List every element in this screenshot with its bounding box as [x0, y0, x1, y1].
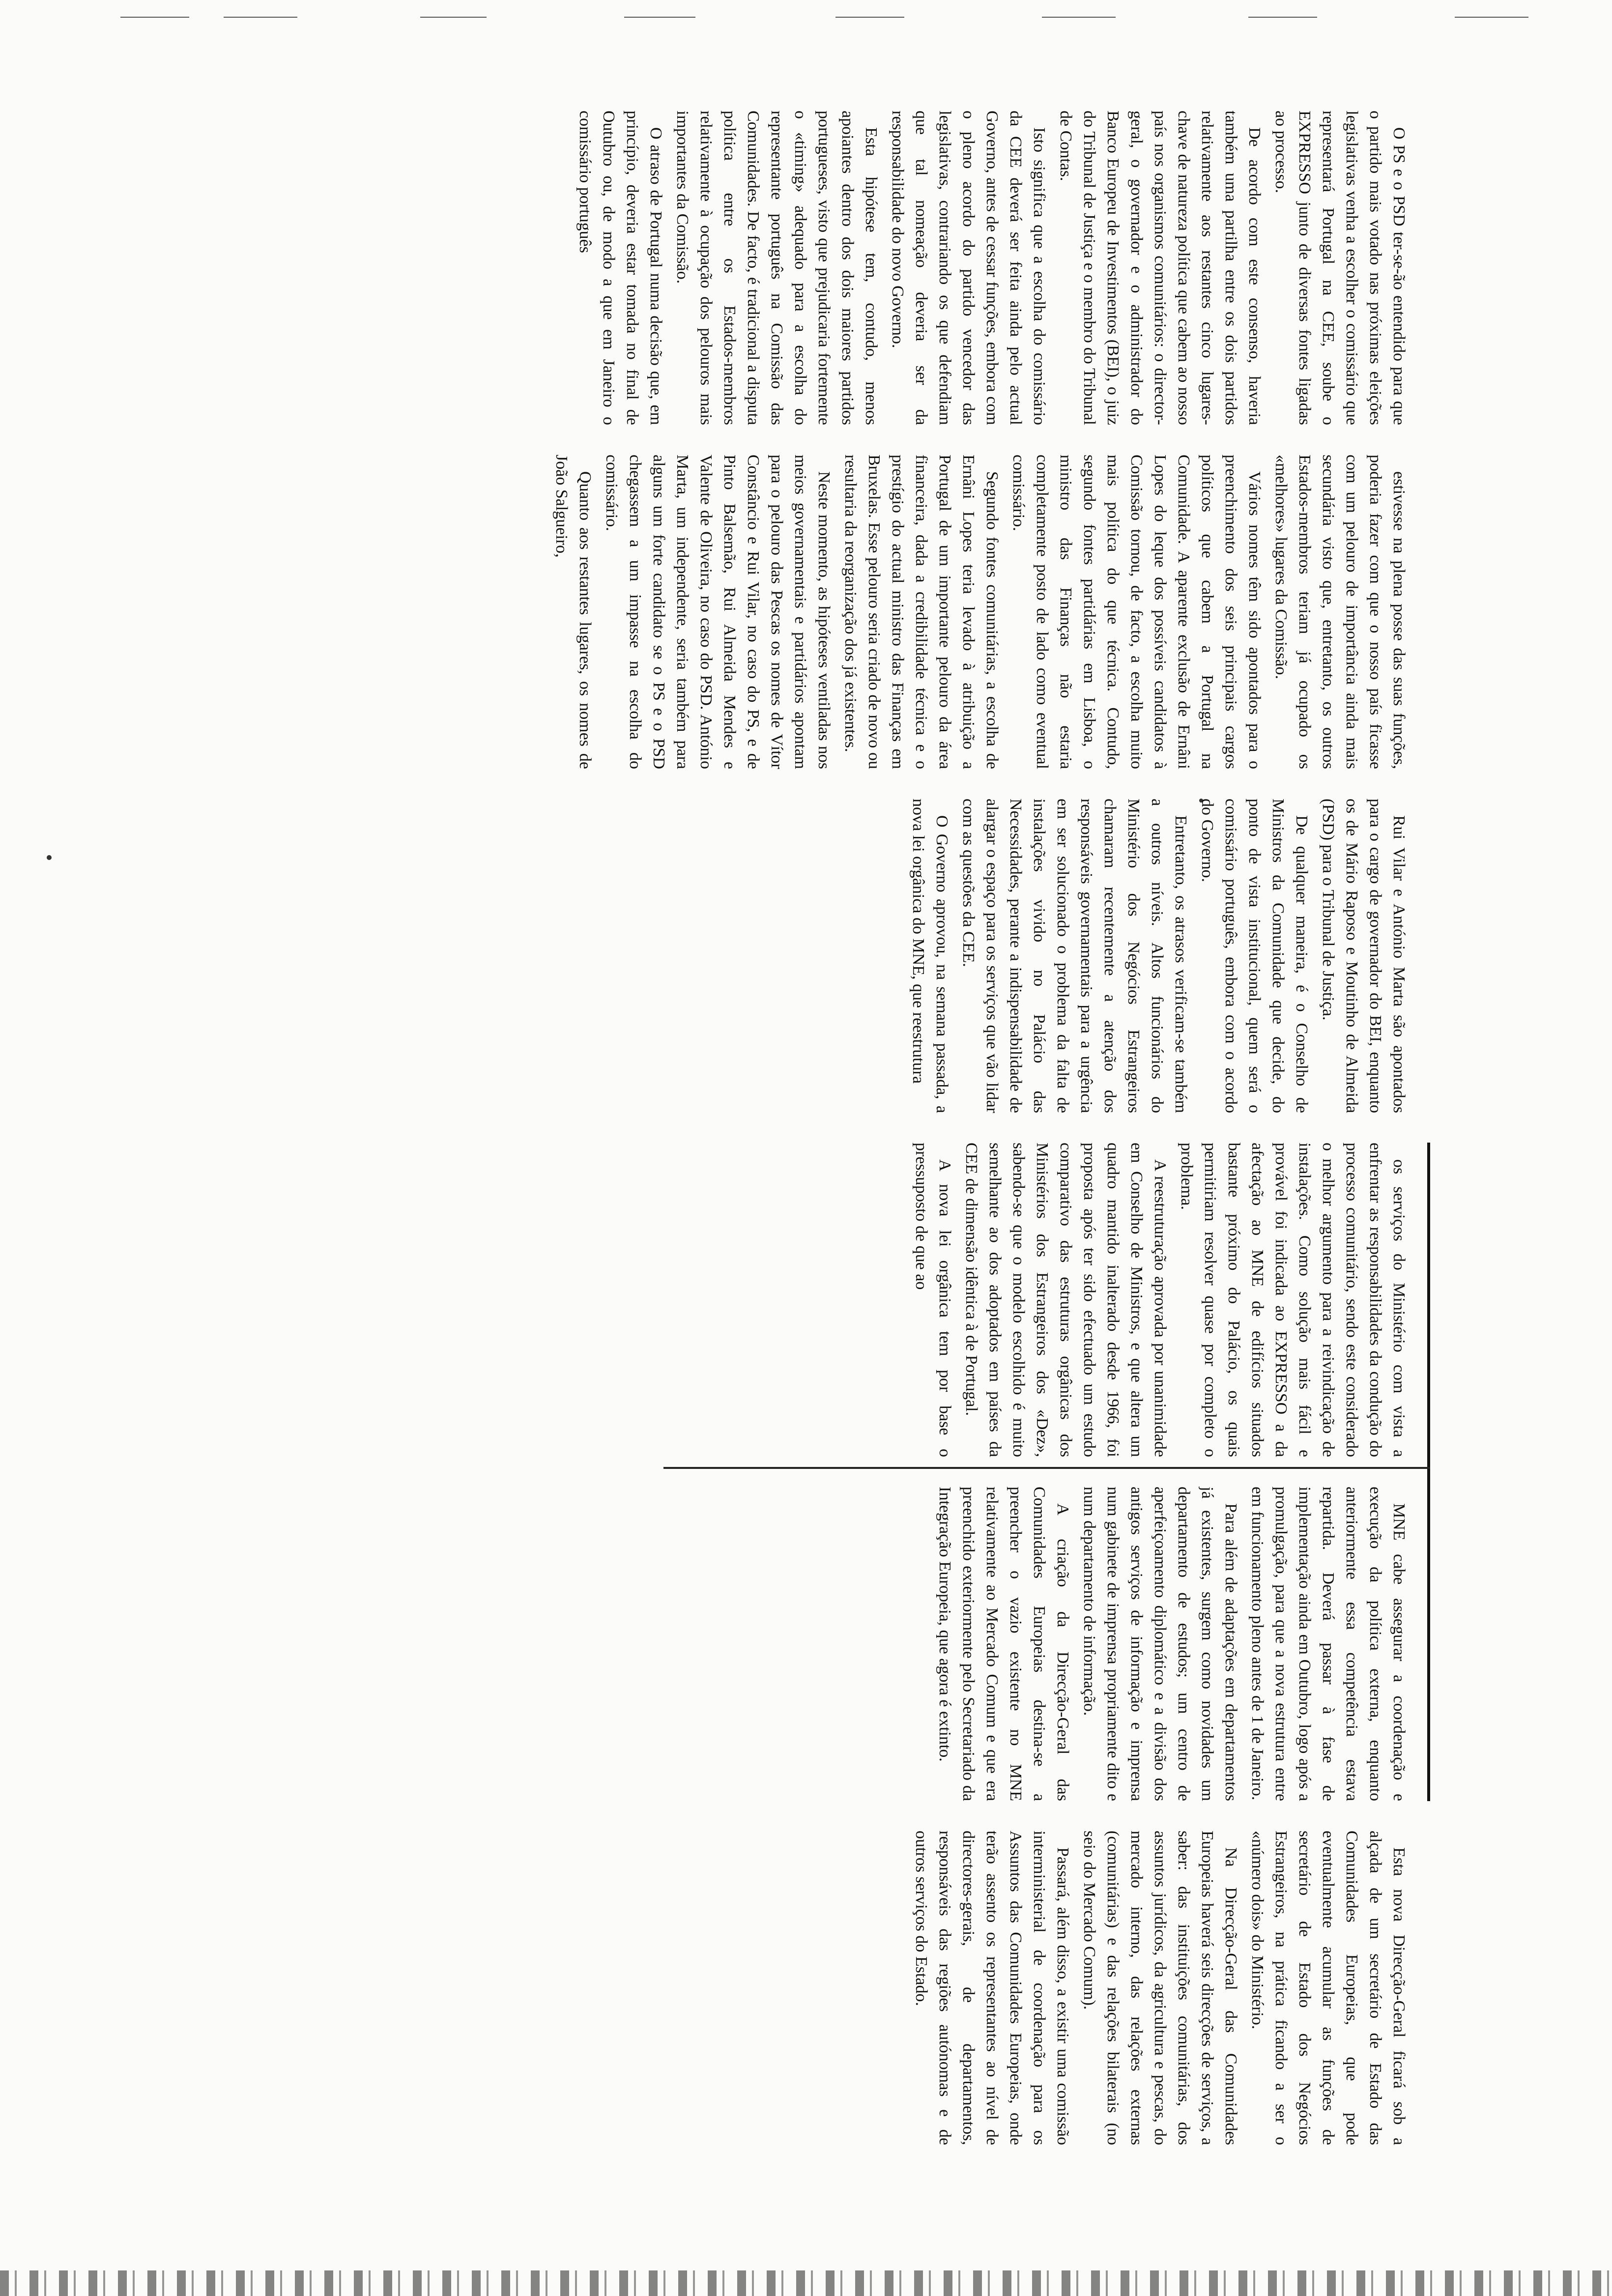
scan-speck — [47, 855, 52, 860]
paragraph: Segundo fontes comunitárias, a escolha de Ernâni Lopes teria levado à atribuição a Portugal de um importante pelouro da área financeira, dada a credibilidade técnica e o prestígio do actual ministro das Finanças em Bruxelas. Esse pelouro seria criado de novo ou resultaria da reorganização dos já existentes. — [841, 455, 1001, 769]
paragraph: O Governo aprovou, na semana passada, a nova lei orgânica do MNE, que reestrutura — [909, 799, 951, 1113]
paragraph: Quanto aos restantes lugares, os nomes de João Salgueiro, — [552, 455, 594, 769]
scan-mark — [120, 17, 189, 18]
paragraph: Passará, além disso, a existir uma comissão interministerial de coordenação para os Assuntos das Comunidades Europeias, onde terão assento os representantes ao nível de directores-gerais, de departamentos, responsáveis das regiões autónomas e de outros serviços do Estado. — [912, 1831, 1072, 2145]
paragraph: MNE cabe assegurar a coordenação e execução da política externa, enquanto anteriormente essa competência estava repartida. Deverá passar à fase de implementação ainda em Outubro, logo após a promulgação, para que a nova estrutura entre em funcionamento pleno antes de 1 de Janeiro. — [1248, 1487, 1408, 1801]
scan-mark — [1042, 17, 1116, 18]
paragraph: O atraso de Portugal numa decisão que, em princípio, deveria estar tomada no final de Outubro ou, de modo a que em Janeiro o comissário português — [576, 111, 665, 425]
scan-mark — [224, 17, 297, 18]
paragraph: Entretanto, os atrasos verificam-se também a outros níveis. Altos funcionários do Ministério dos Negócios Estrangeiros chamaram recentemente a atenção dos responsáveis governamentais para a urgência em ser solucionado o problema da falta de instalações vivido no Palácio das Necessidades, perante a indispensabilidade de alargar o espaço para os serviços que vão lidar com as questões da CEE. — [959, 799, 1190, 1113]
paragraph: os serviços do Ministério com vista a enfrentar as responsabilidades da condução do processo comunitário, sendo este considerado o melhor argumento para a reivindicação de instalações. Como solução mais fácil e provável foi indicada ao EXPRESSO a da afectação ao MNE de edifícios situados bastante próximo do Palácio, os quais permitiriam resolver quase por completo o problema. — [1178, 1143, 1408, 1457]
article-column-1 — [113, 111, 1410, 425]
column-divider — [663, 1467, 1430, 1469]
paragraph: O PS e o PSD ter-se-ão entendido para que o partido mais votado nas próximas eleições legislativas venha a escolher o comissário que representará Portugal na CEE, soube o EXPRESSO junto de diversas fontes ligadas ao processo. — [1272, 111, 1408, 425]
paragraph: A reestruturação aprovada por unanimidade em Conselho de Ministros, e que altera um quadro mantido inalterado desde 1966, foi proposta após ter sido efectuado um estudo comparativo das estruturas orgânicas dos Ministérios dos Estrangeiros dos «Dez», sabendo-se que o modelo escolhido é muito semelhante ao dos adoptados em países da CEE de dimensão idêntica à de Portugal. — [962, 1143, 1169, 1457]
paragraph: A nova lei orgânica tem por base o pressuposto de que ao — [912, 1143, 954, 1457]
paragraph: Esta hipótese tem, contudo, menos apoiantes dentro dos dois maiores partidos portugueses, visto que prejudicaria fortemente o «timing» adequado para a escolha do representante português na Comissão das Comunidades. De facto, é tradicional a disputa política entre os Estados-membros relativamente à ocupação dos pelouros mais importantes da Comissão. — [673, 111, 880, 425]
scan-mark — [1455, 17, 1528, 18]
paragraph: estivesse na plena posse das suas funções, poderia fazer com que o nosso país ficasse com um pelouro de importância ainda mais secundária visto que, entretanto, os outros Estados-membros teriam já ocupado os «melhores» lugares da Comissão. — [1272, 455, 1408, 769]
scan-mark — [1248, 17, 1317, 18]
article-column-6 — [113, 1831, 1410, 2145]
article-column-5 — [113, 1487, 1410, 1801]
paragraph: Rui Vilar e António Marta são apontados para o cargo de governador do BEI, enquanto os de Mário Raposo e Moutinho de Almeida (PSD) para o Tribunal de Justiça. — [1319, 799, 1408, 1113]
paragraph: Na Direcção-Geral das Comunidades Europeias haverá seis direcções de serviços, a saber: das instituições comunitárias, dos assuntos jurídicos, da agricultura e pescas, do mercado interno, das relações externas (comunitárias) e das relações bilaterais (no seio do Mercado Comum). — [1080, 1831, 1240, 2145]
column-rule — [1427, 1143, 1430, 1801]
scan-edge — [0, 2270, 1612, 2296]
article-column-4 — [113, 1143, 1410, 1457]
paragraph: De qualquer maneira, é o Conselho de Ministros da Comunidade que decide, do ponto de vista institucional, quem será o comissário português, embora com o acordo do Governo. — [1198, 799, 1311, 1113]
paragraph: Neste momento, as hipóteses ventiladas nos meios governamentais e partidários apontam para o pelouro das Pescas os nomes de Vítor Constâncio e Rui Vilar, no caso do PS, e de Pinto Balsemão, Rui Almeida Mendes e Valente de Oliveira, no caso do PSD. António Marta, um independente, seria também para alguns um forte candidato se o PS e o PSD chegassem a um impasse na escolha do comissário. — [603, 455, 833, 769]
paragraph: Esta nova Direcção-Geral ficará sob a alçada de um secretário de Estado das Comunidades Europeias, que pode eventualmente acumular as funções de secretário de Estado dos Negócios Estrangeiros, na prática ficando a ser o «número dois» do Ministério. — [1248, 1831, 1408, 2145]
article-column-3 — [113, 799, 1410, 1113]
paragraph: Vários nomes têm sido apontados para o preenchimento dos seis principais cargos políticos que cabem a Portugal na Comunidade. A aparente exclusão de Ernâni Lopes do leque dos possíveis candidatos à Comissão tornou, de facto, a escolha muito mais política do que técnica. Contudo, segundo fontes partidárias em Lisboa, o ministro das Finanças não estaria completamente posto de lado como eventual comissário. — [1009, 455, 1264, 769]
newspaper-article — [103, 111, 1410, 2165]
scan-mark — [624, 17, 695, 18]
article-column-2 — [113, 455, 1410, 769]
scan-mark — [835, 17, 904, 18]
paragraph: De acordo com este consenso, haveria também uma partilha entre os dois partidos relativamente aos restantes cinco lugares-chave de natureza política que cabem ao nosso país nos organismos comunitários: o director-geral, o governador e o administrador do Banco Europeu de Investimentos (BEI), o juiz do Tribunal de Justiça e o membro do Tribunal de Contas. — [1057, 111, 1264, 425]
scan-mark — [420, 17, 487, 18]
paragraph: Isto significa que a escolha do comissário da CEE deverá ser feita ainda pelo actual Governo, antes de cessar funções, embora com o pleno acordo do partido vencedor das legislativas, contrariando os que defendiam que tal nomeação deveria ser da responsabilidade do novo Governo. — [889, 111, 1048, 425]
paragraph: Para além de adaptações em departamentos já existentes, surgem como novidades um departamento de estudos; um centro de aperfeiçoamento diplomático e a divisão dos antigos serviços de informação e imprensa num gabinete de imprensa propriamente dito e num departamento de informação. — [1080, 1487, 1240, 1801]
paragraph: A criação da Direcção-Geral das Comunidades Europeias destina-se a preencher o vazio existente no MNE relativamente ao Mercado Comum e que era preenchido exteriormente pelo Secretariado da Integração Europeia, que agora é extinto. — [936, 1487, 1072, 1801]
